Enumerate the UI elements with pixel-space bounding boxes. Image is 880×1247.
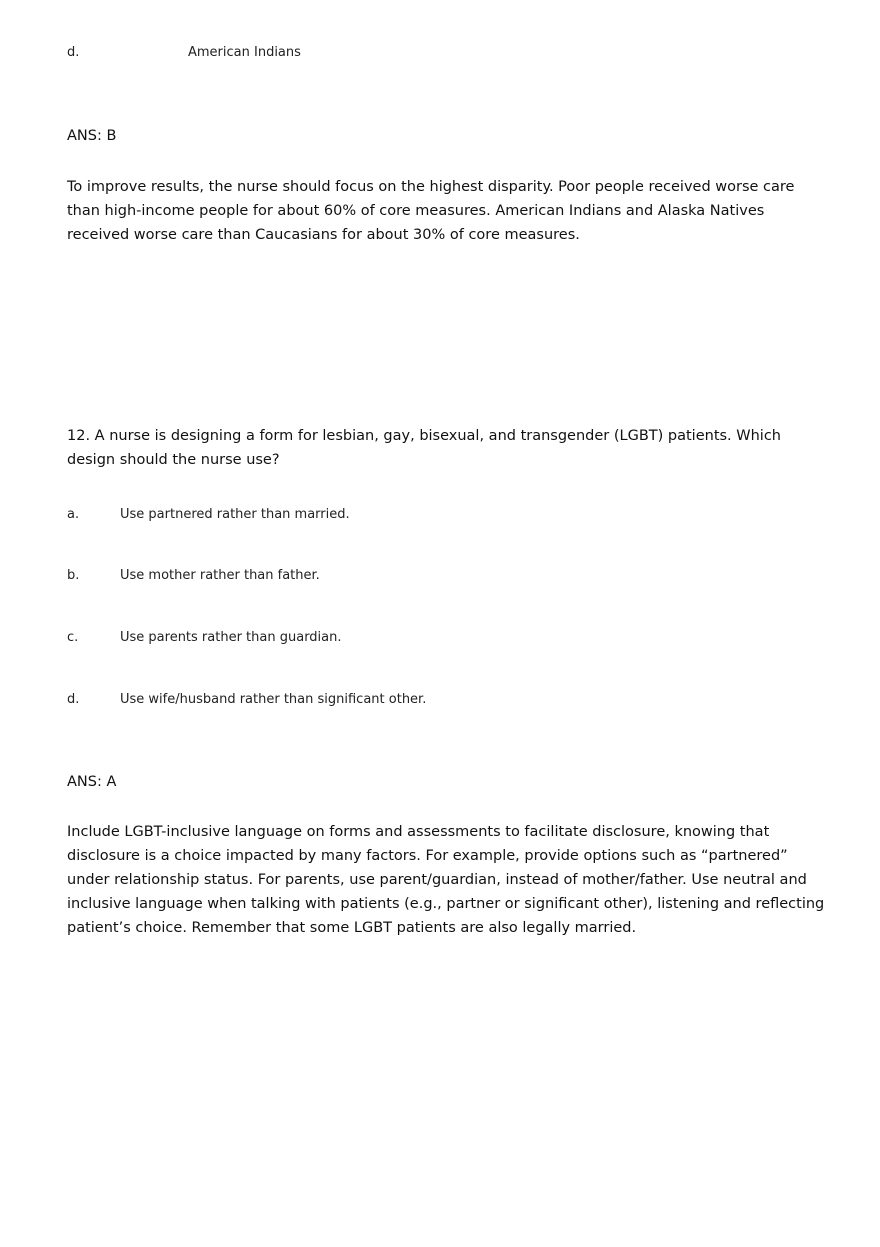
question-12-rationale: Include LGBT-inclusive language on forms and assessments to facilitate disclosure, knowing that disclosure is a choice impacted by many factors. For example, provide options such as “partnered” under relationship status. For parents, use parent/guardian, instead of mother/father. Use neutral and inclusive language when talking with patients (e.g., partner or significant other), listening and reflecting patient’s choice. Remember that some LGBT patients are also legally married.: [67, 824, 825, 936]
option-c-text: Use parents rather than guardian.: [120, 630, 342, 645]
prev-option-d-letter: d.: [67, 45, 80, 60]
option-d-text: Use wife/husband rather than significant other.: [120, 692, 427, 707]
question-12-stem: 12. A nurse is designing a form for lesbian, gay, bisexual, and transgender (LGBT) patients. Which design should the nurse use?: [67, 428, 781, 468]
option-d-letter: d.: [67, 692, 80, 707]
question-12-answer-key: ANS: A: [67, 774, 117, 790]
prev-rationale: To improve results, the nurse should focus on the highest disparity. Poor people received worse care than high-income people for about 60% of core measures. American Indians and Alaska Natives received worse care than Caucasians for about 30% of core measures.: [67, 179, 795, 243]
option-a-text: Use partnered rather than married.: [120, 507, 350, 522]
prev-answer-key: ANS: B: [67, 128, 117, 144]
prev-option-d-text: American Indians: [188, 45, 301, 60]
option-b-letter: b.: [67, 568, 80, 583]
option-a-letter: a.: [67, 507, 80, 522]
option-b-text: Use mother rather than father.: [120, 568, 320, 583]
option-c-letter: c.: [67, 630, 79, 645]
